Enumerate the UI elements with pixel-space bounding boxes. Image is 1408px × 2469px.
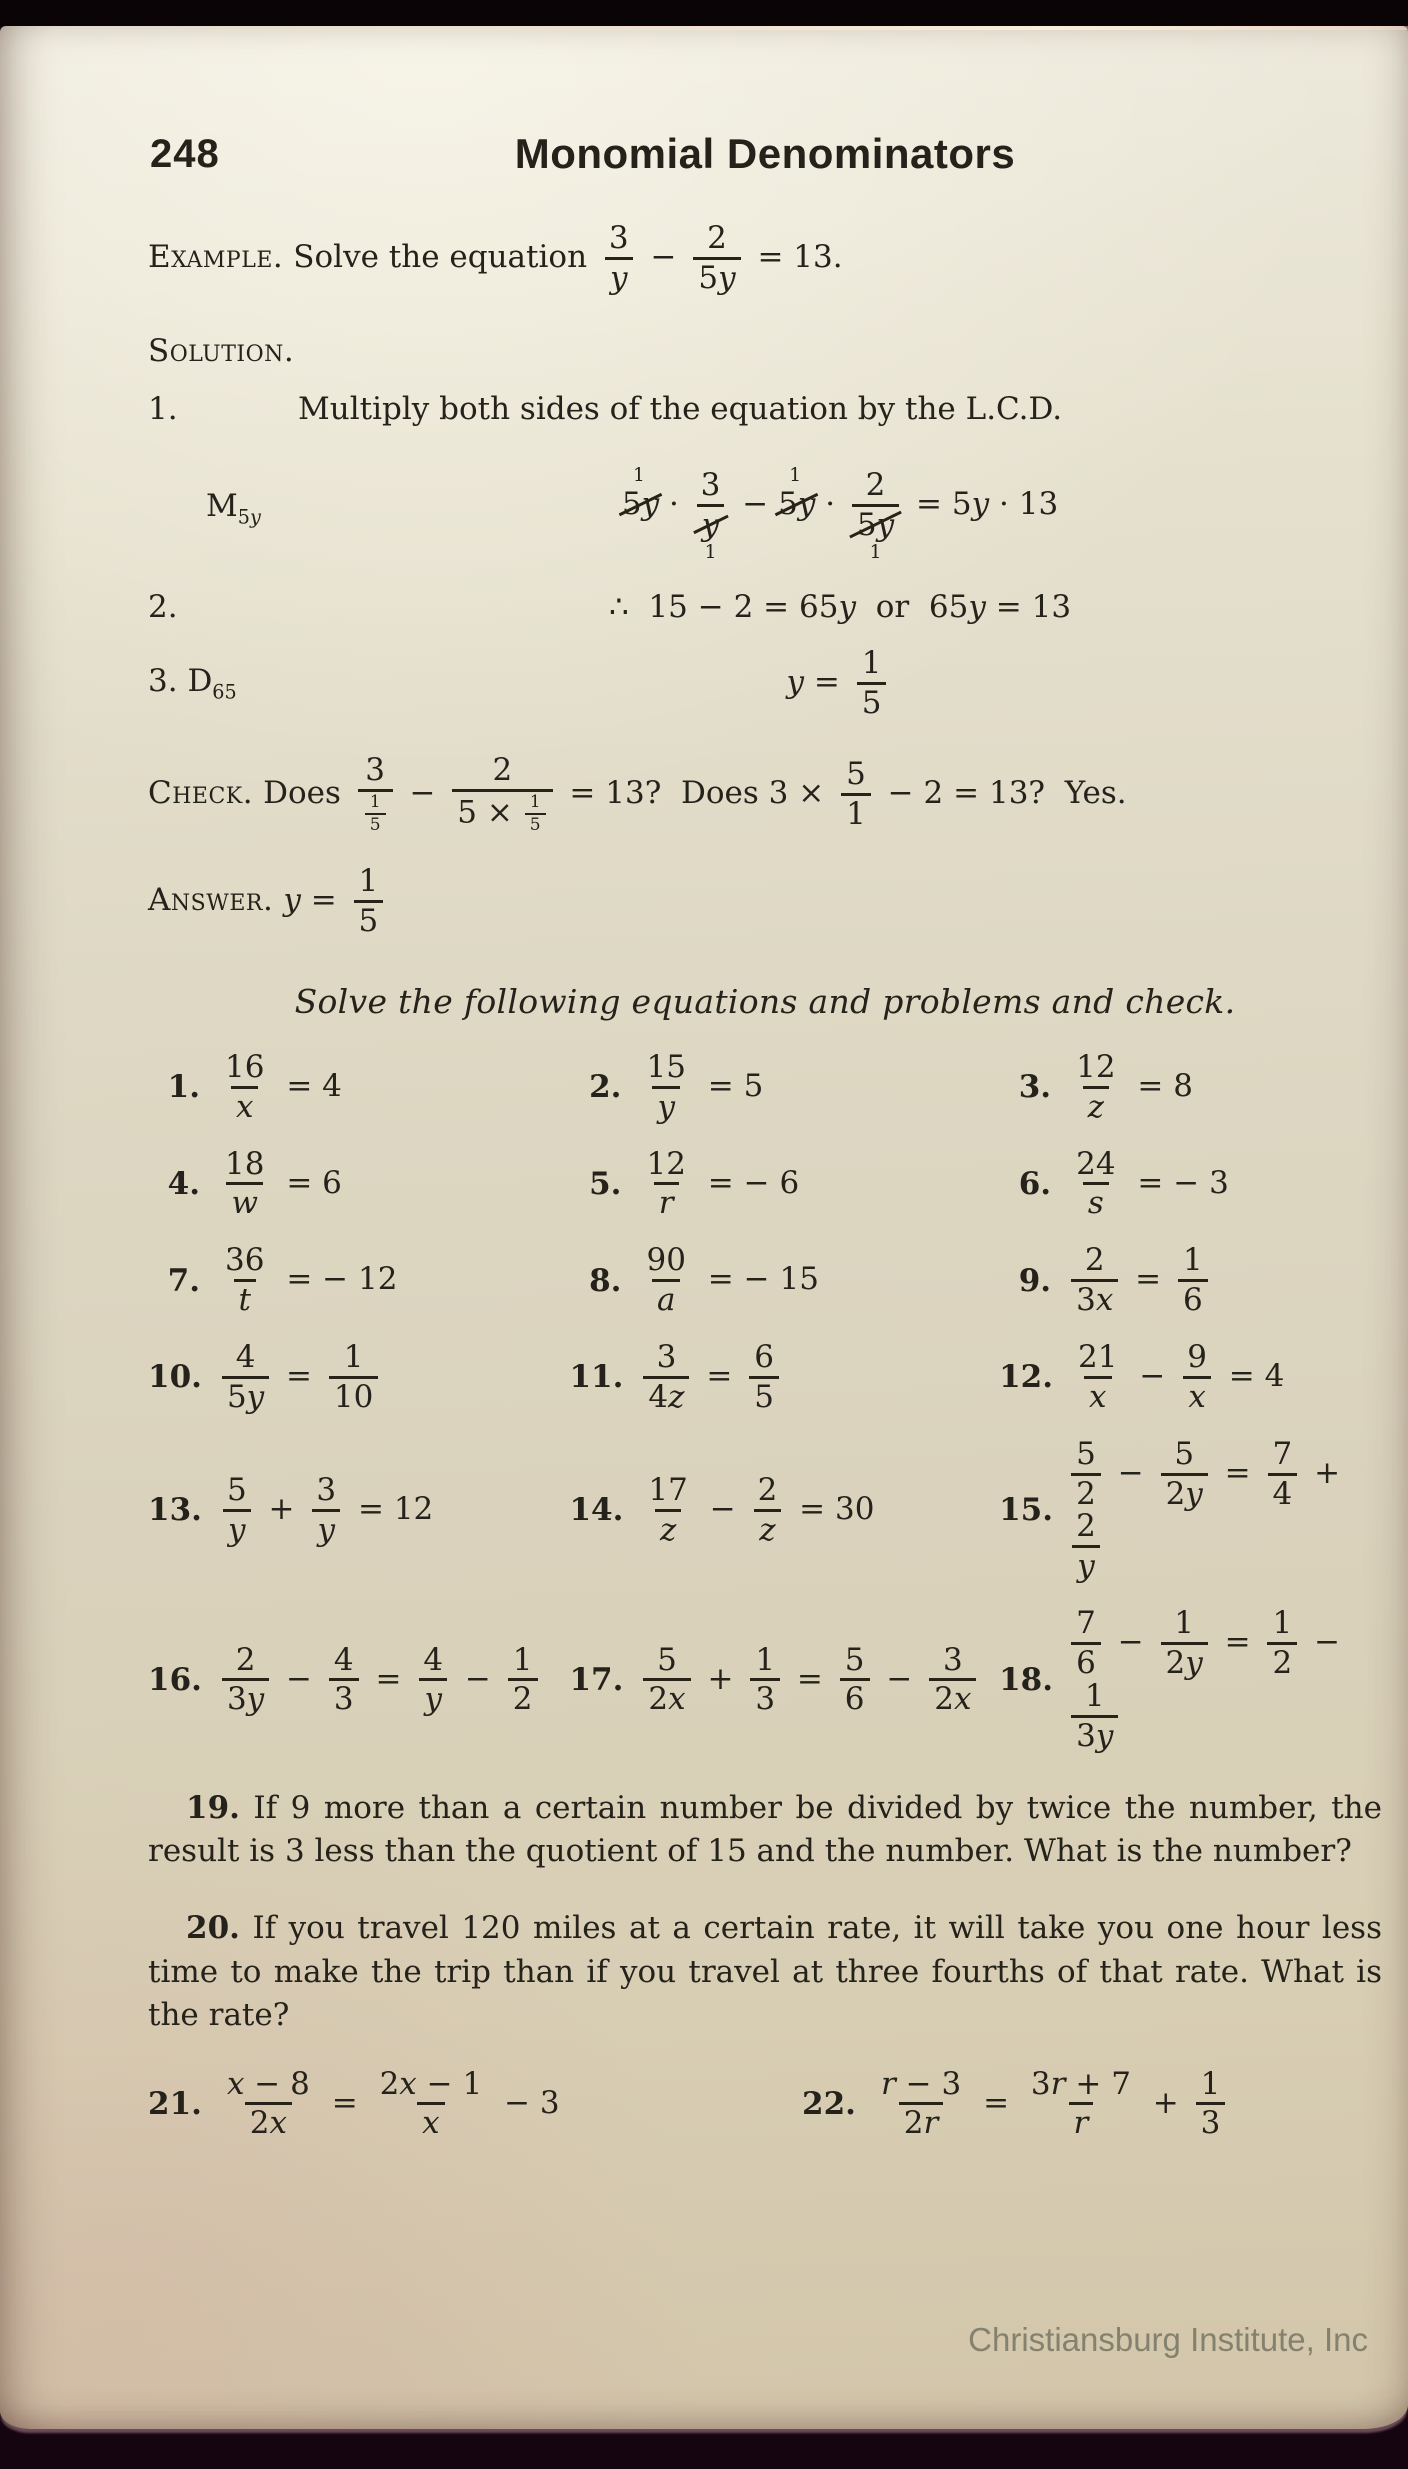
exercise-item xyxy=(569,1438,993,1583)
exercise-item xyxy=(148,1244,563,1317)
check-section xyxy=(148,754,1382,834)
step-number: 2. xyxy=(148,589,178,626)
exercise-math: $\frac{21}{x}$ − $\frac{9}{x}$ = 4 xyxy=(1078,1338,1285,1415)
answer-label: Answer. xyxy=(148,881,274,918)
solution-step-2 xyxy=(148,589,1382,625)
exercise-item xyxy=(148,1438,563,1583)
exercise-grid-2 xyxy=(148,2065,1382,2142)
problem-number: 19. xyxy=(186,1789,240,1826)
solution-step-3 xyxy=(148,647,1382,720)
answer-section xyxy=(148,865,1382,938)
exercise-item xyxy=(999,1607,1382,1752)
step-number: 1. xyxy=(148,390,178,427)
step-text: Multiply both sides of the equation by the L.C.D. xyxy=(298,390,1063,427)
exercise-number: 7. xyxy=(167,1262,200,1299)
exercise-item xyxy=(569,1048,993,1125)
exercise-math: $\frac{36}{t}$ = − 12 xyxy=(225,1242,398,1319)
check-math: Does $\frac{3}{\frac{1}{5}}$ − 2 5 × $\frac{1}{5}$ = 13? Does 3 × $\frac{5}{1}$ − 2 = 13? Yes. xyxy=(263,752,1127,836)
exercise-number: 8. xyxy=(589,1262,622,1299)
exercise-number: 6. xyxy=(1018,1165,1052,1202)
example-label: Example. xyxy=(148,238,284,275)
exercise-number: 18. xyxy=(999,1661,1054,1698)
exercise-item xyxy=(999,1244,1382,1317)
exercise-item xyxy=(999,1435,1382,1585)
exercise-item xyxy=(148,1145,563,1222)
exercise-number: 1. xyxy=(167,1069,200,1106)
exercise-math: $\frac{4}{5y}$ = $\frac{1}{10}$ xyxy=(215,1341,385,1414)
exercise-math: $\frac{12}{z}$ = 8 xyxy=(1076,1048,1193,1125)
exercise-number: 13. xyxy=(148,1492,202,1529)
exercise-number: 2. xyxy=(589,1069,622,1106)
exercise-item xyxy=(999,1048,1382,1125)
step-3-equation: y = $\frac{1}{5}$ xyxy=(298,647,1382,720)
exercise-math: $\frac{5}{y}$ + $\frac{3}{y}$ = 12 xyxy=(215,1474,433,1547)
problem-number: 20. xyxy=(186,1910,240,1947)
exercise-math: $\frac{r - 3}{2r}$ = $\frac{3r + 7}{r}$ + $\frac{1}{3}$ xyxy=(869,2068,1232,2141)
exercise-item xyxy=(802,2065,1382,2142)
exercise-item xyxy=(569,1244,993,1317)
watermark-text: Christiansburg Institute, Inc xyxy=(968,2321,1368,2358)
exercise-item xyxy=(569,1145,993,1222)
exercise-math: $\frac{5}{2}$ − $\frac{5}{2y}$ = $\frac{7}{4}$ + $\frac{2}{y}$ xyxy=(1064,1438,1382,1583)
exercise-number: 3. xyxy=(1018,1069,1052,1106)
exercise-number: 17. xyxy=(569,1661,624,1698)
exercise-math: $\frac{3}{4z}$ = $\frac{6}{5}$ xyxy=(636,1341,786,1414)
example-math: $\frac{3}{y}$ − $\frac{2}{5y}$ = 13. xyxy=(597,239,843,275)
exercise-item xyxy=(999,1145,1382,1222)
exercise-math: $\frac{2}{3x}$ = $\frac{1}{6}$ xyxy=(1064,1244,1215,1317)
multiplier-label: $M_{5y}$ xyxy=(206,487,261,529)
exercise-number: 9. xyxy=(1018,1262,1052,1299)
exercise-item xyxy=(148,1048,563,1125)
problem-20 xyxy=(148,1907,1382,2037)
page-title: Monomial Denominators xyxy=(514,130,1016,177)
problem-text: If you travel 120 miles at a certain rate, it will take you one hour less time to make the trip than if you travel at three fourths of that rate. What is the rate? xyxy=(148,1910,1382,2034)
example-lead: Solve the equation xyxy=(293,238,588,275)
exercise-number: 5. xyxy=(589,1165,622,1202)
photo-top-shadow xyxy=(0,0,1408,26)
book-page xyxy=(0,26,1408,2429)
exercise-number: 4. xyxy=(167,1165,200,1202)
multiply-equation: 5y 1 · 3 y 1 − 5y 1 · 2 5y 1 = 5y · 13 xyxy=(621,465,1059,564)
solution-label: Solution. xyxy=(148,332,295,369)
exercise-math: $\frac{x - 8}{2x}$ = $\frac{2x - 1}{x}$ − 3 xyxy=(226,2065,560,2142)
exercise-math: $\frac{12}{r}$ = − 6 xyxy=(646,1145,800,1222)
exercise-math: $\frac{2}{3y}$ − $\frac{4}{3}$ = $\frac{4}{y}$ − $\frac{1}{2}$ xyxy=(215,1644,545,1717)
exercise-math: $\frac{16}{x}$ = 4 xyxy=(225,1048,342,1125)
divide-label: 3. $D_{65}$ xyxy=(148,663,237,705)
step-2-equation: ∴ 15 − 2 = 65y or 65y = 13 xyxy=(608,589,1072,626)
exercise-number: 21. xyxy=(148,2085,202,2122)
solution-step-1 xyxy=(148,391,1382,427)
problem-19 xyxy=(148,1787,1382,1874)
solution-section-label xyxy=(148,333,1382,369)
exercise-number: 11. xyxy=(569,1359,624,1396)
exercise-math: $\frac{90}{a}$ = − 15 xyxy=(646,1242,819,1319)
page-header xyxy=(148,130,1382,186)
check-label: Check. xyxy=(148,774,254,811)
divide-subscript: 65 xyxy=(212,681,237,705)
exercise-number: 15. xyxy=(999,1492,1054,1529)
exercise-grid xyxy=(148,1048,1382,1754)
exercise-math: $\frac{17}{z}$ − $\frac{2}{z}$ = 30 xyxy=(648,1472,875,1548)
exercise-number: 12. xyxy=(999,1359,1054,1396)
exercise-math: $\frac{15}{y}$ = 5 xyxy=(646,1048,764,1125)
exercise-item xyxy=(148,1338,563,1415)
exercise-number: 22. xyxy=(802,2085,856,2122)
exercise-item xyxy=(569,1338,993,1415)
solution-step-multiply xyxy=(148,449,1382,568)
instruction-heading: Solve the following equations and problems and check. xyxy=(294,981,1236,1021)
exercise-math: $\frac{7}{6}$ − $\frac{1}{2y}$ = $\frac{1}{2}$ − $\frac{1}{3y}$ xyxy=(1064,1607,1382,1752)
page-number: 248 xyxy=(150,132,220,176)
exercise-math: $\frac{24}{s}$ = − 3 xyxy=(1076,1145,1229,1222)
exercise-number: 10. xyxy=(148,1359,202,1396)
exercise-item xyxy=(148,1607,563,1752)
exercise-item xyxy=(999,1338,1382,1415)
example-section xyxy=(148,222,1382,295)
multiplier-subscript: 5y xyxy=(237,505,261,529)
page-content xyxy=(0,26,1408,2429)
answer-math: y = $\frac{1}{5}$ xyxy=(283,882,390,918)
exercise-item xyxy=(148,2065,802,2142)
exercise-math: $\frac{5}{2x}$ + $\frac{1}{3}$ = $\frac{5}{6}$ − $\frac{3}{2x}$ xyxy=(636,1644,983,1717)
exercise-item xyxy=(569,1607,993,1752)
exercise-math: $\frac{18}{w}$ = 6 xyxy=(225,1145,342,1222)
problem-text: If 9 more than a certain number be divided by twice the number, the result is 3 less than the quotient of 15 and the number. What is the number? xyxy=(148,1789,1382,1869)
exercise-number: 16. xyxy=(148,1661,202,1698)
exercise-number: 14. xyxy=(569,1492,624,1529)
